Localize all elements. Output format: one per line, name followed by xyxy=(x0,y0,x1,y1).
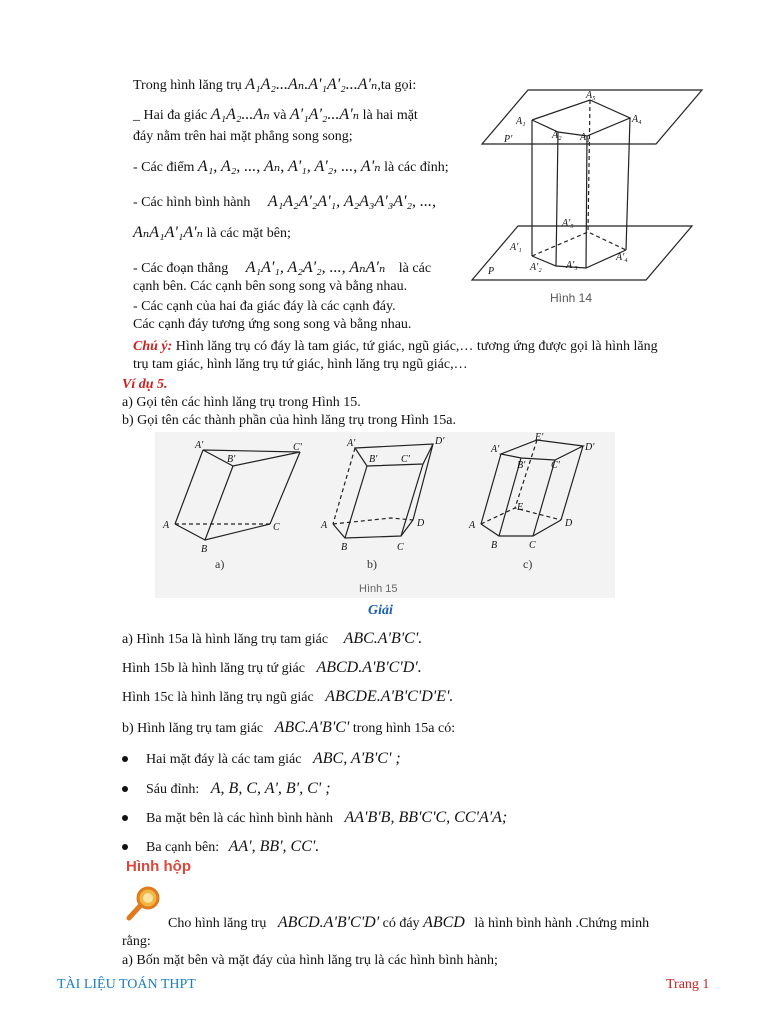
task-a: a) Bốn mặt bên và mặt đáy của hình lăng trụ là các hình bình hành; xyxy=(122,953,498,968)
fig15b-label: D xyxy=(417,518,425,529)
fig15c-label: E xyxy=(517,502,524,513)
fig14-label: A₁ xyxy=(516,116,526,127)
task-text: là hình bình hành .Chứng minh xyxy=(474,916,650,931)
figure-15 xyxy=(155,432,615,598)
solution-b xyxy=(122,719,455,738)
fig14-label: A'₃ xyxy=(566,260,578,271)
bullet-dot xyxy=(122,756,128,762)
prism-notation: ABCD.A'B'C'D'. xyxy=(316,659,422,676)
bottom-plane xyxy=(472,226,692,280)
fig15b-label: C' xyxy=(401,454,410,465)
task-line-1 xyxy=(168,914,649,933)
fig15a-label: B xyxy=(201,544,208,555)
note-text: Hình lăng trụ có đáy là tam giác, tứ giác, ngũ giác,… tương ứng được gọi là hình lăng xyxy=(172,339,658,354)
solution-a-2 xyxy=(122,659,422,678)
fig14-caption: Hình 14 xyxy=(550,291,593,305)
magnifier-icon xyxy=(126,884,164,922)
intro-text: - Các đoạn thẳng xyxy=(133,261,229,276)
bullet-dot xyxy=(122,815,128,821)
intro-text: - Các hình bình hành xyxy=(133,195,251,210)
fig15b-label: C xyxy=(397,542,404,553)
solution-text: b) Hình lăng trụ tam giác xyxy=(122,721,264,736)
note-label: Chú ý: xyxy=(133,339,173,354)
solution-item-text: Sáu đỉnh: xyxy=(146,782,200,797)
fig15c-label: C xyxy=(529,540,536,551)
intro-line-10: Các cạnh đáy tương ứng song song và bằng nhau. xyxy=(133,317,412,332)
intro-line-3: đáy nằm trên hai mặt phẳng song song; xyxy=(133,129,353,144)
intro-tail: là các đỉnh; xyxy=(384,160,449,175)
fig14-label: A'₁ xyxy=(510,242,522,253)
fig15-sub-a: a) xyxy=(215,557,225,571)
solution-item xyxy=(146,838,319,857)
solution-item-text: Ba mặt bên là các hình bình hành xyxy=(146,811,333,826)
intro-text: Trong hình lăng trụ xyxy=(133,78,242,93)
note-line-2: trụ tam giác, hình lăng trụ tứ giác, hình lăng trụ ngũ giác,… xyxy=(133,357,468,372)
fig15b-label: A xyxy=(321,520,328,531)
prism-notation: ABC.A'B'C' xyxy=(274,719,350,736)
intro-line-2 xyxy=(133,106,418,125)
prism-notation: ABC.A'B'C'. xyxy=(343,630,423,647)
bullet-dot xyxy=(122,844,128,850)
solution-text: Hình 15c là hình lăng trụ ngũ giác xyxy=(122,690,314,705)
intro-line-1 xyxy=(133,76,416,95)
intro-tail: là các xyxy=(398,261,432,276)
solution-item xyxy=(146,780,331,799)
vertices-notation: A₁, A₂, ..., Aₙ, A'₁, A'₂, ..., A'ₙ xyxy=(197,158,381,175)
fig15-caption: Hình 15 xyxy=(359,583,398,595)
fig15c-label: D xyxy=(565,518,573,529)
solution-item-math: ABC, A'B'C' ; xyxy=(312,750,401,767)
solution-item-text: Hai mặt đáy là các tam giác xyxy=(146,752,302,767)
fig15a-label: B' xyxy=(227,454,236,465)
solution-text: Hình 15b là hình lăng trụ tứ giác xyxy=(122,661,305,676)
figure-15-prisms xyxy=(155,432,615,598)
base-notation: ABCD xyxy=(423,914,465,931)
intro-line-4 xyxy=(133,158,449,177)
intro-line-5 xyxy=(133,193,436,212)
fig14-label: P xyxy=(488,266,495,277)
example-question-a: a) Gọi tên các hình lăng trụ trong Hình 15. xyxy=(122,395,361,410)
fig14-label: A'₂ xyxy=(530,262,542,273)
fig15b-label: B xyxy=(341,542,348,553)
intro-tail: là hai mặt xyxy=(362,108,418,123)
fig15c-label: E' xyxy=(535,432,544,443)
fig14-label: A₅ xyxy=(586,90,596,101)
solution-title: Giải xyxy=(368,603,393,618)
fig15b-label: B' xyxy=(369,454,378,465)
fig15a-label: A xyxy=(163,520,170,531)
fig15c-label: D' xyxy=(585,442,595,453)
fig15a-label: C' xyxy=(293,442,302,453)
intro-line-7 xyxy=(133,259,431,278)
solution-a-1 xyxy=(122,630,422,649)
task-line-2: rằng: xyxy=(122,934,151,949)
lateral-faces-notation: AₙA₁A'₁A'ₙ xyxy=(133,224,204,241)
example-question-b: b) Gọi tên các thành phần của hình lăng trụ trong Hình 15a. xyxy=(122,413,456,428)
fig15c-label: A xyxy=(469,520,476,531)
intro-line-8: cạnh bên. Các cạnh bên song song và bằng nhau. xyxy=(133,279,408,294)
page-number: Trang 1 xyxy=(666,977,710,992)
fig15a-label: A' xyxy=(195,440,204,451)
intro-line-9: - Các cạnh của hai đa giác đáy là các cạnh đáy. xyxy=(133,299,396,314)
solution-item-math: AA'B'B, BB'C'C, CC'A'A; xyxy=(344,809,508,826)
footer-source: TÀI LIỆU TOÁN THPT xyxy=(57,977,196,992)
lateral-edges-notation: A₁A'₁, A₂A'₂, ..., AₙA'ₙ xyxy=(245,259,386,276)
fig15a-label: C xyxy=(273,522,280,533)
solution-a-3 xyxy=(122,688,453,707)
fig15c-label: B' xyxy=(517,460,526,471)
prism-notation: A₁A₂...Aₙ.A'₁A'₂...A'ₙ xyxy=(245,76,378,93)
prism-notation: ABCD.A'B'C'D' xyxy=(277,914,380,931)
fig14-label: P' xyxy=(504,134,513,145)
fig15c-label: A' xyxy=(491,444,500,455)
task-text: có đáy xyxy=(382,916,420,931)
task-text: Cho hình lăng trụ xyxy=(168,916,267,931)
fig15b-label: D' xyxy=(435,436,445,447)
fig14-label: A'₅ xyxy=(562,218,574,229)
fig15-sub-b: b) xyxy=(367,557,377,571)
solution-text: trong hình 15a có: xyxy=(352,721,456,736)
intro-tail: ,ta gọi: xyxy=(377,78,417,93)
solution-item xyxy=(146,809,507,828)
fig15c-label: B xyxy=(491,540,498,551)
intro-text: - Các điểm xyxy=(133,160,195,175)
bullet-dot xyxy=(122,786,128,792)
solution-item-math: A, B, C, A', B', C' ; xyxy=(210,780,331,797)
note-line-1 xyxy=(133,338,658,356)
section-title: Hình hộp xyxy=(126,858,191,875)
fig15b-label: A' xyxy=(347,438,356,449)
base-polygon-1: A₁A₂...Aₙ xyxy=(210,106,270,123)
fig14-label: A₃ xyxy=(580,132,590,143)
fig14-label: A₄ xyxy=(632,114,642,125)
intro-tail: là các mặt bên; xyxy=(206,226,291,241)
fig15c-label: C' xyxy=(551,460,560,471)
lateral-faces-notation: A₁A₂A'₂A'₁, A₂A₃A'₃A'₂, ..., xyxy=(267,193,437,210)
solution-item xyxy=(146,750,401,769)
intro-text: _ Hai đa giác xyxy=(133,108,208,123)
fig14-label: A'₄ xyxy=(616,252,628,263)
figure-14-pentagonal-prism xyxy=(470,84,710,310)
solution-item-text: Ba cạnh bên: xyxy=(146,840,220,855)
fig15-sub-c: c) xyxy=(523,557,533,571)
prism-notation: ABCDE.A'B'C'D'E'. xyxy=(325,688,454,705)
example-title: Ví dụ 5. xyxy=(122,377,168,392)
conjunction: và xyxy=(273,108,287,123)
fig14-label: A₂ xyxy=(552,130,562,141)
intro-line-6 xyxy=(133,224,291,243)
base-polygon-2: A'₁A'₂...A'ₙ xyxy=(289,106,360,123)
solution-text: a) Hình 15a là hình lăng trụ tam giác xyxy=(122,632,329,647)
solution-item-math: AA', BB', CC'. xyxy=(228,838,320,855)
